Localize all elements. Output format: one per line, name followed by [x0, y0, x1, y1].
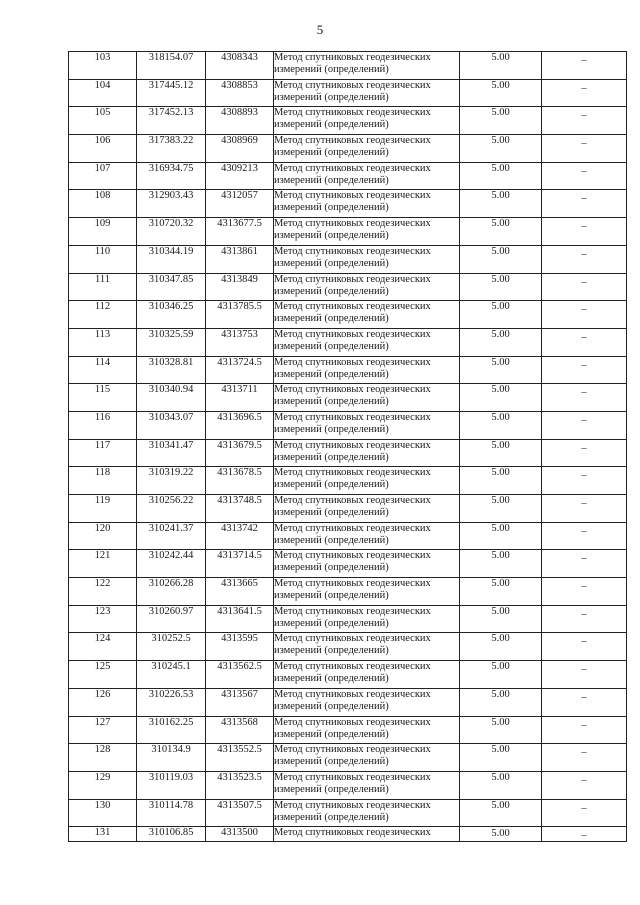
method-cell: Метод спутниковых геодезических измерений (определений) [274, 605, 460, 633]
x-coordinate-cell: 310106.85 [137, 827, 206, 842]
x-coordinate-cell: 310226.53 [137, 688, 206, 716]
table-row [69, 688, 627, 716]
method-cell: Метод спутниковых геодезических измерений (определений) [274, 578, 460, 606]
table-row [69, 190, 627, 218]
dash-cell: _ [542, 135, 627, 163]
method-cell: Метод спутниковых геодезических измерений (определений) [274, 301, 460, 329]
dash-cell: _ [542, 661, 627, 689]
table-row [69, 52, 627, 80]
point-number-cell: 118 [69, 467, 137, 495]
table-row [69, 744, 627, 772]
y-coordinate-cell: 4313861 [206, 245, 274, 273]
method-cell: Метод спутниковых геодезических измерений (определений) [274, 744, 460, 772]
y-coordinate-cell: 4313679.5 [206, 439, 274, 467]
accuracy-cell: 5.00 [460, 550, 542, 578]
point-number-cell: 103 [69, 52, 137, 80]
x-coordinate-cell: 310340.94 [137, 384, 206, 412]
x-coordinate-cell: 310266.28 [137, 578, 206, 606]
method-cell: Метод спутниковых геодезических измерений (определений) [274, 273, 460, 301]
table-row [69, 245, 627, 273]
dash-cell: _ [542, 79, 627, 107]
x-coordinate-cell: 310341.47 [137, 439, 206, 467]
accuracy-cell: 5.00 [460, 218, 542, 246]
accuracy-cell: 5.00 [460, 190, 542, 218]
table-row [69, 716, 627, 744]
y-coordinate-cell: 4313711 [206, 384, 274, 412]
point-number-cell: 112 [69, 301, 137, 329]
method-cell: Метод спутниковых геодезических измерений (определений) [274, 633, 460, 661]
table-row [69, 550, 627, 578]
dash-cell: _ [542, 384, 627, 412]
y-coordinate-cell: 4313678.5 [206, 467, 274, 495]
table-row [69, 162, 627, 190]
accuracy-cell: 5.00 [460, 688, 542, 716]
accuracy-cell: 5.00 [460, 273, 542, 301]
method-cell: Метод спутниковых геодезических измерений (определений) [274, 716, 460, 744]
table-row [69, 578, 627, 606]
table-row [69, 411, 627, 439]
method-cell: Метод спутниковых геодезических измерений (определений) [274, 467, 460, 495]
method-cell: Метод спутниковых геодезических измерений (определений) [274, 384, 460, 412]
point-number-cell: 120 [69, 522, 137, 550]
x-coordinate-cell: 310325.59 [137, 328, 206, 356]
method-cell: Метод спутниковых геодезических [274, 827, 460, 842]
y-coordinate-cell: 4313748.5 [206, 495, 274, 523]
x-coordinate-cell: 310162.25 [137, 716, 206, 744]
y-coordinate-cell: 4313696.5 [206, 411, 274, 439]
point-number-cell: 111 [69, 273, 137, 301]
y-coordinate-cell: 4313552.5 [206, 744, 274, 772]
y-coordinate-cell: 4308853 [206, 79, 274, 107]
dash-cell: _ [542, 688, 627, 716]
dash-cell: _ [542, 52, 627, 80]
y-coordinate-cell: 4313523.5 [206, 771, 274, 799]
x-coordinate-cell: 318154.07 [137, 52, 206, 80]
table-row [69, 771, 627, 799]
table-body [69, 52, 627, 842]
accuracy-cell: 5.00 [460, 356, 542, 384]
table-row [69, 661, 627, 689]
dash-cell: _ [542, 301, 627, 329]
point-number-cell: 116 [69, 411, 137, 439]
method-cell: Метод спутниковых геодезических измерений (определений) [274, 771, 460, 799]
dash-cell: _ [542, 799, 627, 827]
point-number-cell: 104 [69, 79, 137, 107]
dash-cell: _ [542, 328, 627, 356]
accuracy-cell: 5.00 [460, 79, 542, 107]
dash-cell: _ [542, 771, 627, 799]
accuracy-cell: 5.00 [460, 605, 542, 633]
table-row [69, 356, 627, 384]
x-coordinate-cell: 316934.75 [137, 162, 206, 190]
table-row [69, 135, 627, 163]
dash-cell: _ [542, 162, 627, 190]
method-cell: Метод спутниковых геодезических измерений (определений) [274, 107, 460, 135]
dash-cell: _ [542, 522, 627, 550]
x-coordinate-cell: 312903.43 [137, 190, 206, 218]
y-coordinate-cell: 4313714.5 [206, 550, 274, 578]
point-number-cell: 128 [69, 744, 137, 772]
point-number-cell: 107 [69, 162, 137, 190]
dash-cell: _ [542, 190, 627, 218]
x-coordinate-cell: 317383.22 [137, 135, 206, 163]
point-number-cell: 126 [69, 688, 137, 716]
x-coordinate-cell: 310343.07 [137, 411, 206, 439]
method-cell: Метод спутниковых геодезических измерений (определений) [274, 218, 460, 246]
table-row [69, 218, 627, 246]
y-coordinate-cell: 4313849 [206, 273, 274, 301]
point-number-cell: 109 [69, 218, 137, 246]
table-row [69, 633, 627, 661]
dash-cell: _ [542, 633, 627, 661]
method-cell: Метод спутниковых геодезических измерений (определений) [274, 328, 460, 356]
table-row [69, 799, 627, 827]
point-number-cell: 106 [69, 135, 137, 163]
accuracy-cell: 5.00 [460, 162, 542, 190]
y-coordinate-cell: 4313567 [206, 688, 274, 716]
y-coordinate-cell: 4309213 [206, 162, 274, 190]
method-cell: Метод спутниковых геодезических измерений (определений) [274, 52, 460, 80]
x-coordinate-cell: 310347.85 [137, 273, 206, 301]
y-coordinate-cell: 4313507.5 [206, 799, 274, 827]
point-number-cell: 105 [69, 107, 137, 135]
dash-cell: _ [542, 744, 627, 772]
accuracy-cell: 5.00 [460, 744, 542, 772]
point-number-cell: 119 [69, 495, 137, 523]
y-coordinate-cell: 4313785.5 [206, 301, 274, 329]
page-number: 5 [316, 22, 324, 37]
accuracy-cell: 5.00 [460, 716, 542, 744]
x-coordinate-cell: 310328.81 [137, 356, 206, 384]
point-number-cell: 122 [69, 578, 137, 606]
accuracy-cell: 5.00 [460, 661, 542, 689]
accuracy-cell: 5.00 [460, 771, 542, 799]
dash-cell: _ [542, 467, 627, 495]
point-number-cell: 117 [69, 439, 137, 467]
method-cell: Метод спутниковых геодезических измерений (определений) [274, 495, 460, 523]
table-row [69, 328, 627, 356]
point-number-cell: 127 [69, 716, 137, 744]
method-cell: Метод спутниковых геодезических измерений (определений) [274, 688, 460, 716]
dash-cell: _ [542, 439, 627, 467]
accuracy-cell: 5.00 [460, 467, 542, 495]
dash-cell: _ [542, 273, 627, 301]
x-coordinate-cell: 310114.78 [137, 799, 206, 827]
method-cell: Метод спутниковых геодезических измерений (определений) [274, 411, 460, 439]
dash-cell: _ [542, 107, 627, 135]
table-row [69, 79, 627, 107]
x-coordinate-cell: 310344.19 [137, 245, 206, 273]
accuracy-cell: 5.00 [460, 135, 542, 163]
point-number-cell: 125 [69, 661, 137, 689]
point-number-cell: 108 [69, 190, 137, 218]
x-coordinate-cell: 310245.1 [137, 661, 206, 689]
dash-cell: _ [542, 716, 627, 744]
dash-cell: _ [542, 245, 627, 273]
dash-cell: _ [542, 218, 627, 246]
y-coordinate-cell: 4313753 [206, 328, 274, 356]
x-coordinate-cell: 310119.03 [137, 771, 206, 799]
accuracy-cell: 5.00 [460, 328, 542, 356]
x-coordinate-cell: 310319.22 [137, 467, 206, 495]
table-row [69, 827, 627, 842]
point-number-cell: 113 [69, 328, 137, 356]
x-coordinate-cell: 310256.22 [137, 495, 206, 523]
table-row [69, 439, 627, 467]
point-number-cell: 129 [69, 771, 137, 799]
method-cell: Метод спутниковых геодезических измерений (определений) [274, 661, 460, 689]
table-row [69, 273, 627, 301]
y-coordinate-cell: 4313742 [206, 522, 274, 550]
x-coordinate-cell: 310252.5 [137, 633, 206, 661]
accuracy-cell: 5.00 [460, 107, 542, 135]
point-number-cell: 124 [69, 633, 137, 661]
accuracy-cell: 5.00 [460, 578, 542, 606]
accuracy-cell: 5.00 [460, 495, 542, 523]
point-number-cell: 110 [69, 245, 137, 273]
accuracy-cell: 5.00 [460, 245, 542, 273]
y-coordinate-cell: 4313677.5 [206, 218, 274, 246]
accuracy-cell: 5.00 [460, 384, 542, 412]
point-number-cell: 115 [69, 384, 137, 412]
accuracy-cell: 5.00 [460, 522, 542, 550]
x-coordinate-cell: 310720.32 [137, 218, 206, 246]
dash-cell: _ [542, 411, 627, 439]
method-cell: Метод спутниковых геодезических измерений (определений) [274, 550, 460, 578]
table-row [69, 467, 627, 495]
x-coordinate-cell: 310260.97 [137, 605, 206, 633]
dash-cell: _ [542, 605, 627, 633]
y-coordinate-cell: 4312057 [206, 190, 274, 218]
accuracy-cell: 5.00 [460, 301, 542, 329]
table-row [69, 605, 627, 633]
x-coordinate-cell: 317452.13 [137, 107, 206, 135]
dash-cell: _ [542, 495, 627, 523]
dash-cell: _ [542, 550, 627, 578]
y-coordinate-cell: 4313562.5 [206, 661, 274, 689]
y-coordinate-cell: 4313724.5 [206, 356, 274, 384]
table-row [69, 107, 627, 135]
point-number-cell: 114 [69, 356, 137, 384]
dash-cell: _ [542, 356, 627, 384]
method-cell: Метод спутниковых геодезических измерений (определений) [274, 522, 460, 550]
table-row [69, 522, 627, 550]
method-cell: Метод спутниковых геодезических измерений (определений) [274, 135, 460, 163]
method-cell: Метод спутниковых геодезических измерений (определений) [274, 162, 460, 190]
method-cell: Метод спутниковых геодезических измерений (определений) [274, 190, 460, 218]
y-coordinate-cell: 4308969 [206, 135, 274, 163]
y-coordinate-cell: 4308343 [206, 52, 274, 80]
dash-cell: _ [542, 578, 627, 606]
accuracy-cell: 5.00 [460, 799, 542, 827]
y-coordinate-cell: 4313500 [206, 827, 274, 842]
point-number-cell: 130 [69, 799, 137, 827]
accuracy-cell: 5.00 [460, 52, 542, 80]
x-coordinate-cell: 310241.37 [137, 522, 206, 550]
method-cell: Метод спутниковых геодезических измерений (определений) [274, 79, 460, 107]
x-coordinate-cell: 310134.9 [137, 744, 206, 772]
y-coordinate-cell: 4313641.5 [206, 605, 274, 633]
accuracy-cell: 5.00 [460, 633, 542, 661]
method-cell: Метод спутниковых геодезических измерений (определений) [274, 799, 460, 827]
y-coordinate-cell: 4313595 [206, 633, 274, 661]
table-row [69, 301, 627, 329]
point-number-cell: 121 [69, 550, 137, 578]
method-cell: Метод спутниковых геодезических измерений (определений) [274, 245, 460, 273]
accuracy-cell: 5.00 [460, 827, 542, 842]
table-row [69, 495, 627, 523]
point-number-cell: 131 [69, 827, 137, 842]
y-coordinate-cell: 4308893 [206, 107, 274, 135]
accuracy-cell: 5.00 [460, 439, 542, 467]
dash-cell: _ [542, 827, 627, 842]
table-row [69, 384, 627, 412]
point-number-cell: 123 [69, 605, 137, 633]
x-coordinate-cell: 310242.44 [137, 550, 206, 578]
x-coordinate-cell: 317445.12 [137, 79, 206, 107]
y-coordinate-cell: 4313665 [206, 578, 274, 606]
y-coordinate-cell: 4313568 [206, 716, 274, 744]
method-cell: Метод спутниковых геодезических измерений (определений) [274, 356, 460, 384]
accuracy-cell: 5.00 [460, 411, 542, 439]
coordinates-table [68, 51, 627, 842]
method-cell: Метод спутниковых геодезических измерений (определений) [274, 439, 460, 467]
x-coordinate-cell: 310346.25 [137, 301, 206, 329]
